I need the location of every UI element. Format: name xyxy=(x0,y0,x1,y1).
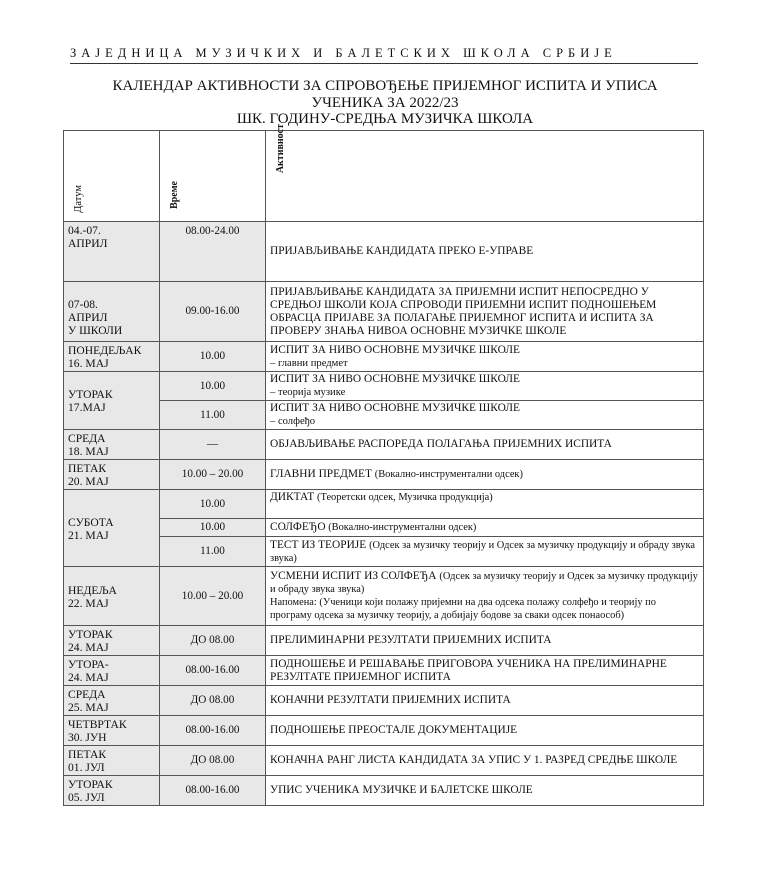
activity-cell: УПИС УЧЕНИКА МУЗИЧКЕ И БАЛЕТСКЕ ШКОЛЕ xyxy=(266,776,704,806)
activity-cell: КОНАЧНА РАНГ ЛИСТА КАНДИДАТА ЗА УПИС У 1. РАЗРЕД СРЕДЊЕ ШКОЛЕ xyxy=(266,746,704,776)
column-header-activity: Активност xyxy=(266,131,704,222)
date-cell: УТОРАК 05. ЈУЛ xyxy=(64,776,160,806)
time-cell: 08.00-16.00 xyxy=(160,776,266,806)
activity-cell: ИСПИТ ЗА НИВО ОСНОВНЕ МУЗИЧКЕ ШКОЛЕ – главни предмет xyxy=(266,342,704,372)
activity-cell: ПРИЈАВЉИВАЊЕ КАНДИДАТА ПРЕКО Е-УПРАВЕ xyxy=(266,222,704,282)
table-row xyxy=(64,686,704,716)
table-row xyxy=(64,460,704,490)
date-cell: СУБОТА 21. МАЈ xyxy=(64,490,160,567)
time-cell: 10.00 xyxy=(160,372,266,401)
table-row xyxy=(64,519,704,537)
table-row xyxy=(64,776,704,806)
column-header-date: Датум xyxy=(64,131,160,222)
time-cell: 10.00 xyxy=(160,342,266,372)
date-cell: 04.-07. АПРИЛ xyxy=(64,222,160,282)
title-line-3: ШК. ГОДИНУ-СРЕДЊА МУЗИЧКА ШКОЛА xyxy=(236,111,534,127)
time-cell: — xyxy=(160,430,266,460)
activity-calendar-table xyxy=(63,123,704,806)
date-cell: НЕДЕЉА 22. МАЈ xyxy=(64,567,160,626)
time-cell: 10.00 xyxy=(160,519,266,537)
date-cell: ЧЕТВРТАК 30. ЈУН xyxy=(64,716,160,746)
table-row xyxy=(64,282,704,342)
time-cell: 10.00 – 20.00 xyxy=(160,460,266,490)
activity-cell: СОЛФЕЂО (Вокално-инструментални одсек) xyxy=(266,519,704,537)
title-line-1: КАЛЕНДАР АКТИВНОСТИ ЗА СПРОВОЂЕЊЕ ПРИЈЕМНОГ ИСПИТА И УПИСА xyxy=(112,78,658,94)
activity-cell: ОБЈАВЉИВАЊЕ РАСПОРЕДА ПОЛАГАЊА ПРИЈЕМНИХ ИСПИТА xyxy=(266,430,704,460)
date-cell: ПЕТАК 01. ЈУЛ xyxy=(64,746,160,776)
column-header-time: Време xyxy=(160,131,266,222)
activity-cell: ГЛАВНИ ПРЕДМЕТ (Вокално-инструментални одсек) xyxy=(266,460,704,490)
time-cell: 10.00 xyxy=(160,490,266,519)
table-row xyxy=(64,342,704,372)
activity-cell: ПОДНОШЕЊЕ И РЕШАВАЊЕ ПРИГОВОРА УЧЕНИКА НА ПРЕЛИМИНАРНЕ РЕЗУЛТАТЕ ПРИЈЕМНОГ ИСПИТА xyxy=(266,656,704,686)
date-cell: ПЕТАК 20. МАЈ xyxy=(64,460,160,490)
organization-name: ЗАЈЕДНИЦА МУЗИЧКИХ И БАЛЕТСКИХ ШКОЛА СРБИЈЕ xyxy=(70,46,617,60)
activity-cell: ТЕСТ ИЗ ТЕОРИЈЕ (Одсек за музичку теорију и Одсек за музичку продукцију и обраду звука звука) xyxy=(266,537,704,567)
table-row xyxy=(64,626,704,656)
activity-cell: КОНАЧНИ РЕЗУЛТАТИ ПРИЈЕМНИХ ИСПИТА xyxy=(266,686,704,716)
table-row xyxy=(64,537,704,567)
time-cell: 11.00 xyxy=(160,537,266,567)
time-cell: 09.00-16.00 xyxy=(160,282,266,342)
activity-cell: ПОДНОШЕЊЕ ПРЕОСТАЛЕ ДОКУМЕНТАЦИЈЕ xyxy=(266,716,704,746)
date-cell: СРЕДА 25. МАЈ xyxy=(64,686,160,716)
table-row xyxy=(64,656,704,686)
date-cell: УТОРА- 24. МАЈ xyxy=(64,656,160,686)
date-cell: УТОРАК 17.МАЈ xyxy=(64,372,160,430)
time-cell: 08.00-16.00 xyxy=(160,716,266,746)
time-cell: 08.00-24.00 xyxy=(160,222,266,282)
time-cell: 11.00 xyxy=(160,401,266,430)
table-row xyxy=(64,401,704,430)
time-cell: ДО 08.00 xyxy=(160,626,266,656)
table-row xyxy=(64,716,704,746)
table-row xyxy=(64,490,704,519)
table-header-row xyxy=(64,131,704,222)
table-row xyxy=(64,746,704,776)
activity-cell: ПРЕЛИМИНАРНИ РЕЗУЛТАТИ ПРИЈЕМНИХ ИСПИТА xyxy=(266,626,704,656)
activity-cell: ИСПИТ ЗА НИВО ОСНОВНЕ МУЗИЧКЕ ШКОЛЕ – теорија музике xyxy=(266,372,704,401)
activity-cell: ИСПИТ ЗА НИВО ОСНОВНЕ МУЗИЧКЕ ШКОЛЕ – солфеђо xyxy=(266,401,704,430)
activity-cell: ДИКТАТ (Теоретски одсек, Музичка продукција) xyxy=(266,490,704,519)
date-cell: ПОНЕДЕЉАК 16. МАЈ xyxy=(64,342,160,372)
table-row xyxy=(64,567,704,626)
date-cell: СРЕДА 18. МАЈ xyxy=(64,430,160,460)
activity-cell: УСМЕНИ ИСПИТ ИЗ СОЛФЕЂА (Одсек за музичку теорију и Одсек за музичку продукцију и обраду звука звука) Напомена: (Ученици који полажу пријемни на два одсека полажу солфеђо и теорију по програму одсека за музичку теорију, а добијају бодове за сваки одсек понаособ) xyxy=(266,567,704,626)
table-row xyxy=(64,430,704,460)
table-row xyxy=(64,222,704,282)
title-line-2: УЧЕНИКА ЗА 2022/23 xyxy=(311,94,459,111)
table-row xyxy=(64,372,704,401)
time-cell: 08.00-16.00 xyxy=(160,656,266,686)
date-cell: УТОРАК 24. МАЈ xyxy=(64,626,160,656)
activity-cell: ПРИЈАВЉИВАЊЕ КАНДИДАТА ЗА ПРИЈЕМНИ ИСПИТ НЕПОСРЕДНО У СРЕДЊОЈ ШКОЛИ КОЈА СПРОВОДИ ПРИЈЕМНИ ИСПИТ ПОДНОШЕЊЕМ ОБРАСЦА ПРИЈАВЕ ЗА ПОЛАГАЊЕ ПРИЈЕМНОГ ИСПИТА И ИСПИТА ЗА ПРОВЕРУ ЗНАЊА НИВОА ОСНОВНЕ МУЗИЧКЕ ШКОЛЕ xyxy=(266,282,704,342)
time-cell: 10.00 – 20.00 xyxy=(160,567,266,626)
time-cell: ДО 08.00 xyxy=(160,686,266,716)
document-title xyxy=(60,78,710,128)
date-cell: 07-08. АПРИЛ У ШКОЛИ xyxy=(64,282,160,342)
time-cell: ДО 08.00 xyxy=(160,746,266,776)
header-rule xyxy=(70,63,698,64)
